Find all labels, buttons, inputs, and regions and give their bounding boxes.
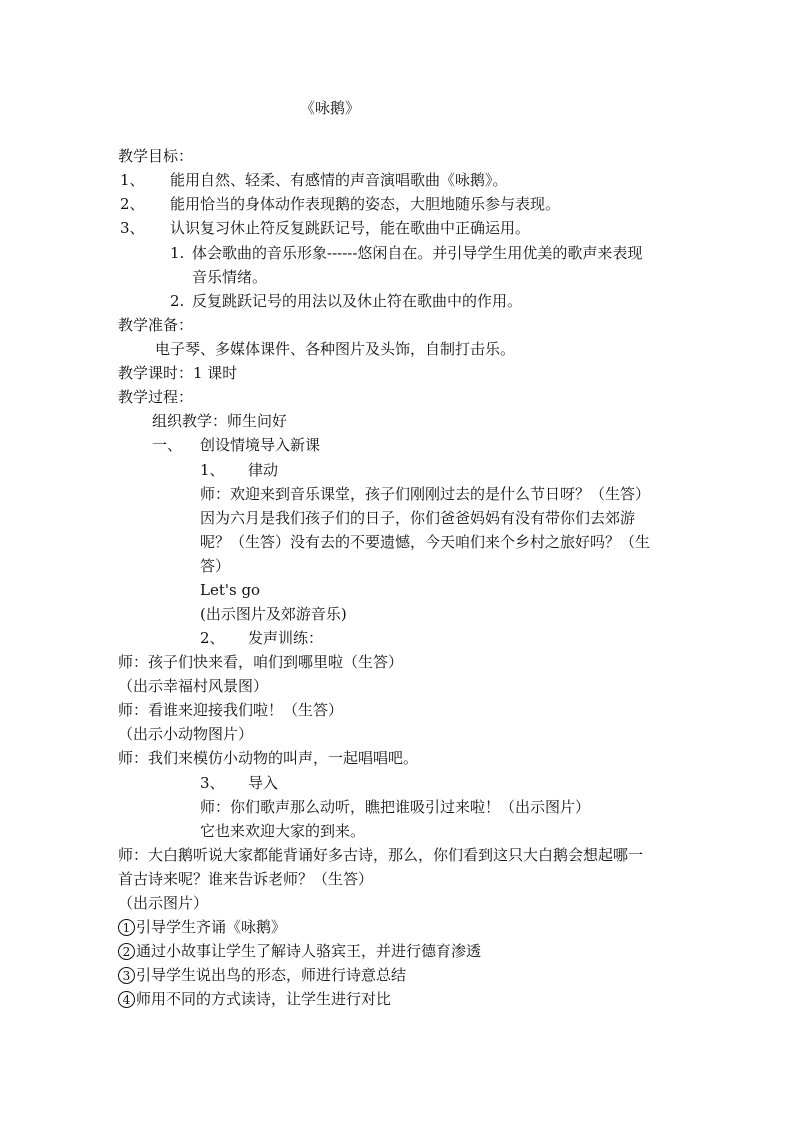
objective-text: 能用自然、轻柔、有感情的声音演唱歌曲《咏鹅》。 bbox=[170, 171, 508, 189]
step-line: （出示幸福村风景图） bbox=[118, 677, 269, 695]
process-heading: 教学过程： bbox=[118, 388, 194, 406]
step-title: 律动 bbox=[248, 461, 279, 479]
class-hours: 教学课时：1 课时 bbox=[118, 364, 238, 382]
sub-objective-text: 反复跳跃记号的用法以及休止符在歌曲中的作用。 bbox=[192, 292, 523, 310]
step-line: 首古诗来呢？谁来告诉老师？（生答） bbox=[118, 870, 374, 888]
circled-item bbox=[118, 940, 481, 962]
circled-number: 1 bbox=[118, 919, 135, 936]
doc-title: 《咏鹅》 bbox=[300, 99, 361, 117]
step-number: 3、 bbox=[200, 774, 225, 792]
step-title: 导入 bbox=[248, 774, 279, 792]
step-line: 因为六月是我们孩子们的日子，你们爸爸妈妈有没有带你们去郊游 bbox=[200, 509, 636, 527]
step-line: 它也来欢迎大家的到来。 bbox=[200, 822, 366, 840]
sub-objective-number: 2. bbox=[170, 292, 185, 310]
objective-number: 1、 bbox=[120, 171, 145, 189]
circled-item-text: 师用不同的方式读诗，让学生进行对比 bbox=[136, 990, 392, 1008]
step-number: 2、 bbox=[200, 629, 225, 647]
step-number: 1、 bbox=[200, 461, 225, 479]
objectives-heading: 教学目标： bbox=[118, 147, 194, 165]
objective-text: 认识复习休止符反复跳跃记号，能在歌曲中正确运用。 bbox=[170, 219, 531, 237]
circled-item bbox=[118, 964, 406, 986]
sub-objective-text: 音乐情绪。 bbox=[192, 268, 268, 286]
step-line: （出示小动物图片） bbox=[118, 725, 254, 743]
circled-item bbox=[118, 916, 286, 938]
circled-item-text: 引导学生齐诵《咏鹅》 bbox=[136, 918, 287, 936]
sub-objective-number: 1. bbox=[170, 244, 185, 262]
step-line: (出示图片及郊游音乐) bbox=[200, 605, 347, 623]
organize-text: 组织教学：师生问好 bbox=[152, 412, 288, 430]
circled-item bbox=[118, 988, 391, 1010]
step-line: 答） bbox=[200, 557, 231, 575]
circled-number: 2 bbox=[118, 943, 135, 960]
objective-text: 能用恰当的身体动作表现鹅的姿态，大胆地随乐参与表现。 bbox=[170, 195, 561, 213]
objective-number: 2、 bbox=[120, 195, 145, 213]
section-title: 创设情境导入新课 bbox=[200, 436, 321, 454]
section-number: 一、 bbox=[152, 436, 183, 454]
step-line: 师：欢迎来到音乐课堂，孩子们刚刚过去的是什么节日呀？（生答） bbox=[200, 485, 651, 503]
prep-text: 电子琴、多媒体课件、各种图片及头饰，自制打击乐。 bbox=[155, 340, 516, 358]
step-title: 发声训练： bbox=[248, 629, 324, 647]
step-line: 师：我们来模仿小动物的叫声，一起唱唱吧。 bbox=[118, 749, 419, 767]
circled-number: 3 bbox=[118, 967, 135, 984]
circled-number: 4 bbox=[118, 991, 135, 1008]
prep-heading: 教学准备： bbox=[118, 316, 194, 334]
step-line: Let's go bbox=[200, 581, 261, 599]
step-line: 师：你们歌声那么动听，瞧把谁吸引过来啦！（出示图片） bbox=[200, 798, 591, 816]
step-line: 师：看谁来迎接我们啦！（生答） bbox=[118, 701, 344, 719]
circled-item-text: 通过小故事让学生了解诗人骆宾王，并进行德育渗透 bbox=[136, 942, 482, 960]
objective-number: 3、 bbox=[120, 219, 145, 237]
step-line: 师：大白鹅听说大家都能背诵好多古诗，那么，你们看到这只大白鹅会想起哪一 bbox=[118, 846, 644, 864]
step-line: 师：孩子们快来看，咱们到哪里啦（生答） bbox=[118, 653, 404, 671]
step-line: （出示图片） bbox=[118, 894, 209, 912]
step-line: 呢？（生答）没有去的不要遗憾，今天咱们来个乡村之旅好吗？（生 bbox=[200, 533, 651, 551]
sub-objective-text: 体会歌曲的音乐形象------悠闲自在。并引导学生用优美的歌声来表现 bbox=[192, 244, 643, 262]
circled-item-text: 引导学生说出鸟的形态，师进行诗意总结 bbox=[136, 966, 407, 984]
